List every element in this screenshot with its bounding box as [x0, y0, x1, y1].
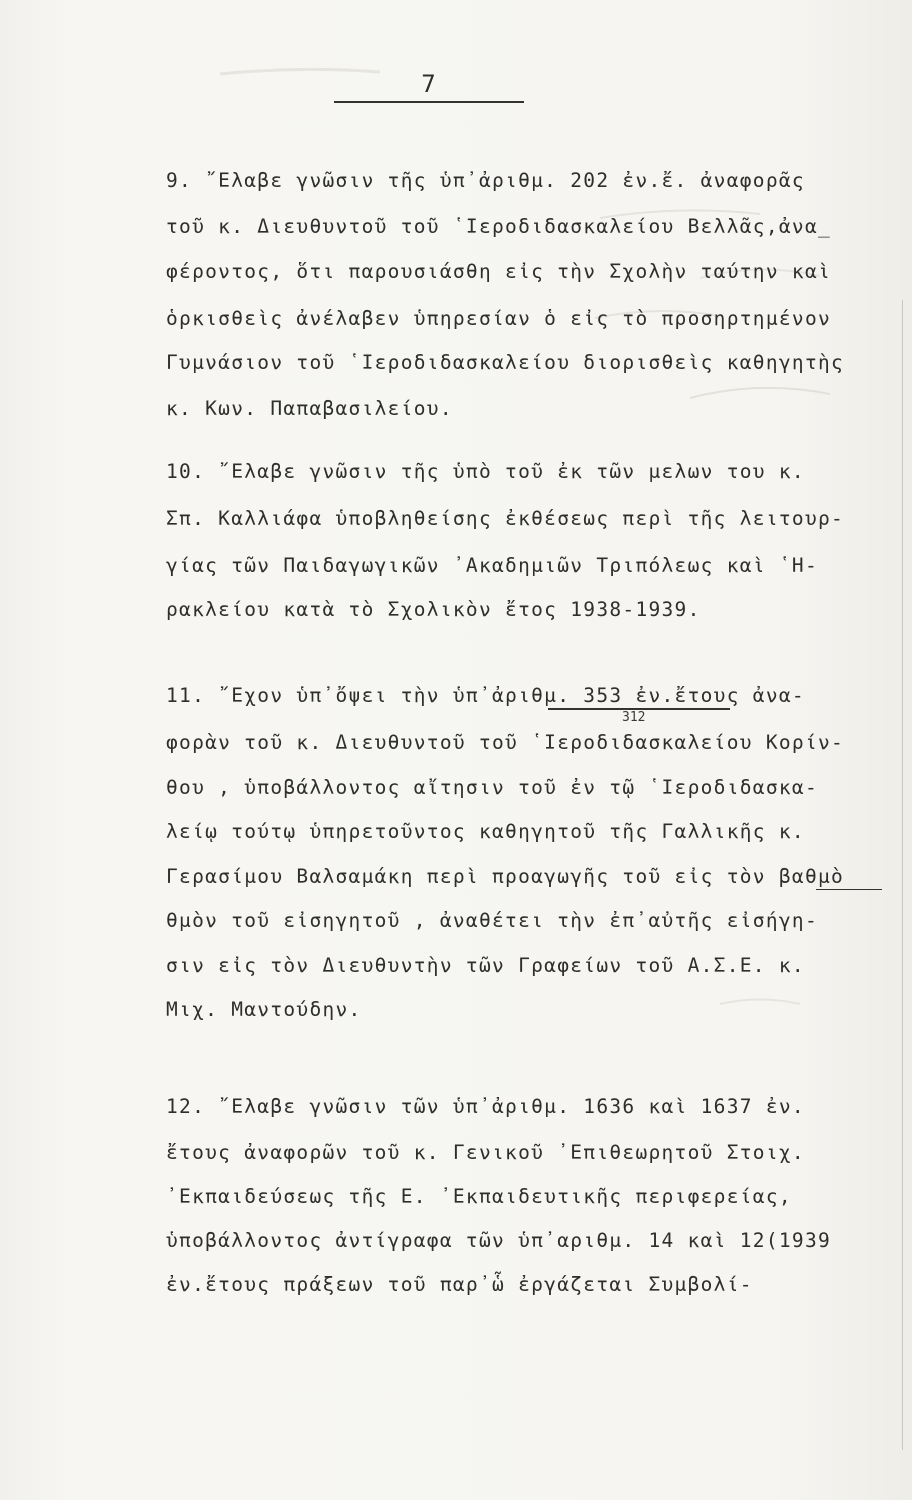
text-line: 11. ῎Εχον ὑπ᾽ὄψει τὴν ὑπ᾽ἀριθμ. 353 ἐν.ἔτους ἀνα-: [166, 684, 805, 707]
text-line: ὁρκισθεὶς ἀνέλαβεν ὑπηρεσίαν ὁ εἰς τὸ προσηρτημένον: [166, 307, 832, 330]
handwritten-correction: 312: [622, 710, 646, 725]
text-line: θου , ὑποβάλλοντος αἴτησιν τοῦ ἐν τῷ ῾Ιεροδιδασκα-: [166, 776, 818, 799]
text-line: Γερασίμου Βαλσαμάκη περὶ προαγωγῆς τοῦ εἰς τὸν βαθμὸ: [166, 865, 845, 888]
text-line: ᾽Εκπαιδεύσεως τῆς Ε. ᾽Εκπαιδευτικῆς περιφερείας,: [166, 1185, 792, 1208]
text-line: γίας τῶν Παιδαγωγικῶν ᾽Ακαδημιῶν Τριπόλεως καὶ ῾Η-: [166, 554, 818, 577]
word-underline: [816, 889, 882, 890]
text-line: ὑποβάλλοντος ἀντίγραφα τῶν ὑπ᾽αριθμ. 14 καὶ 12(1939: [166, 1229, 832, 1252]
page-number-rule: [334, 101, 524, 103]
text-line: λείῳ τούτῳ ὑπηρετοῦντος καθηγητοῦ τῆς Γαλλικῆς κ.: [166, 820, 805, 843]
text-line: φέροντος, ὅτι παρουσιάσθη εἰς τὴν Σχολὴν ταύτην καὶ: [166, 260, 832, 283]
text-line: 9. ῎Ελαβε γνῶσιν τῆς ὑπ᾽ἀριθμ. 202 ἐν.ἔ. ἀναφορᾶς: [166, 169, 805, 192]
text-line: Σπ. Καλλιάφα ὑποβληθείσης ἐκθέσεως περὶ τῆς λειτουρ-: [166, 507, 845, 530]
text-line: 10. ῎Ελαβε γνῶσιν τῆς ὑπὸ τοῦ ἐκ τῶν μελων του κ.: [166, 460, 805, 483]
text-line: ἔτους ἀναφορῶν τοῦ κ. Γενικοῦ ᾽Επιθεωρητοῦ Στοιχ.: [166, 1141, 805, 1164]
text-line: σιν εἰς τὸν Διευθυντὴν τῶν Γραφείων τοῦ Α.Σ.Ε. κ.: [166, 954, 805, 977]
text-line: τοῦ κ. Διευθυντοῦ τοῦ ῾Ιεροδιδασκαλείου Βελλᾶς,ἀνα_: [166, 215, 832, 238]
text-line: 12. ῎Ελαβε γνῶσιν τῶν ὑπ᾽ἀριθμ. 1636 καὶ 1637 ἐν.: [166, 1095, 805, 1118]
text-line: ρακλείου κατὰ τὸ Σχολικὸν ἔτος 1938-1939.: [166, 598, 701, 621]
text-line: κ. Κων. Παπαβασιλείου.: [166, 397, 453, 420]
text-line: Γυμνάσιον τοῦ ῾Ιεροδιδασκαλείου διορισθεὶς καθηγητὴς: [166, 351, 845, 374]
text-line: θμὸν τοῦ εἰσηγητοῦ , ἀναθέτει τὴν ἐπ᾽αὐτῆς εἰσήγη-: [166, 909, 818, 932]
text-line: ἐν.ἔτους πράξεων τοῦ παρ᾽ὧ ἐργάζεται Συμβολί-: [166, 1273, 753, 1296]
text-line: φορὰν τοῦ κ. Διευθυντοῦ τοῦ ῾Ιεροδιδασκαλείου Κορίν-: [166, 731, 845, 754]
page-number: 7: [334, 70, 524, 98]
text-line: Μιχ. Μαντούδην.: [166, 998, 362, 1021]
